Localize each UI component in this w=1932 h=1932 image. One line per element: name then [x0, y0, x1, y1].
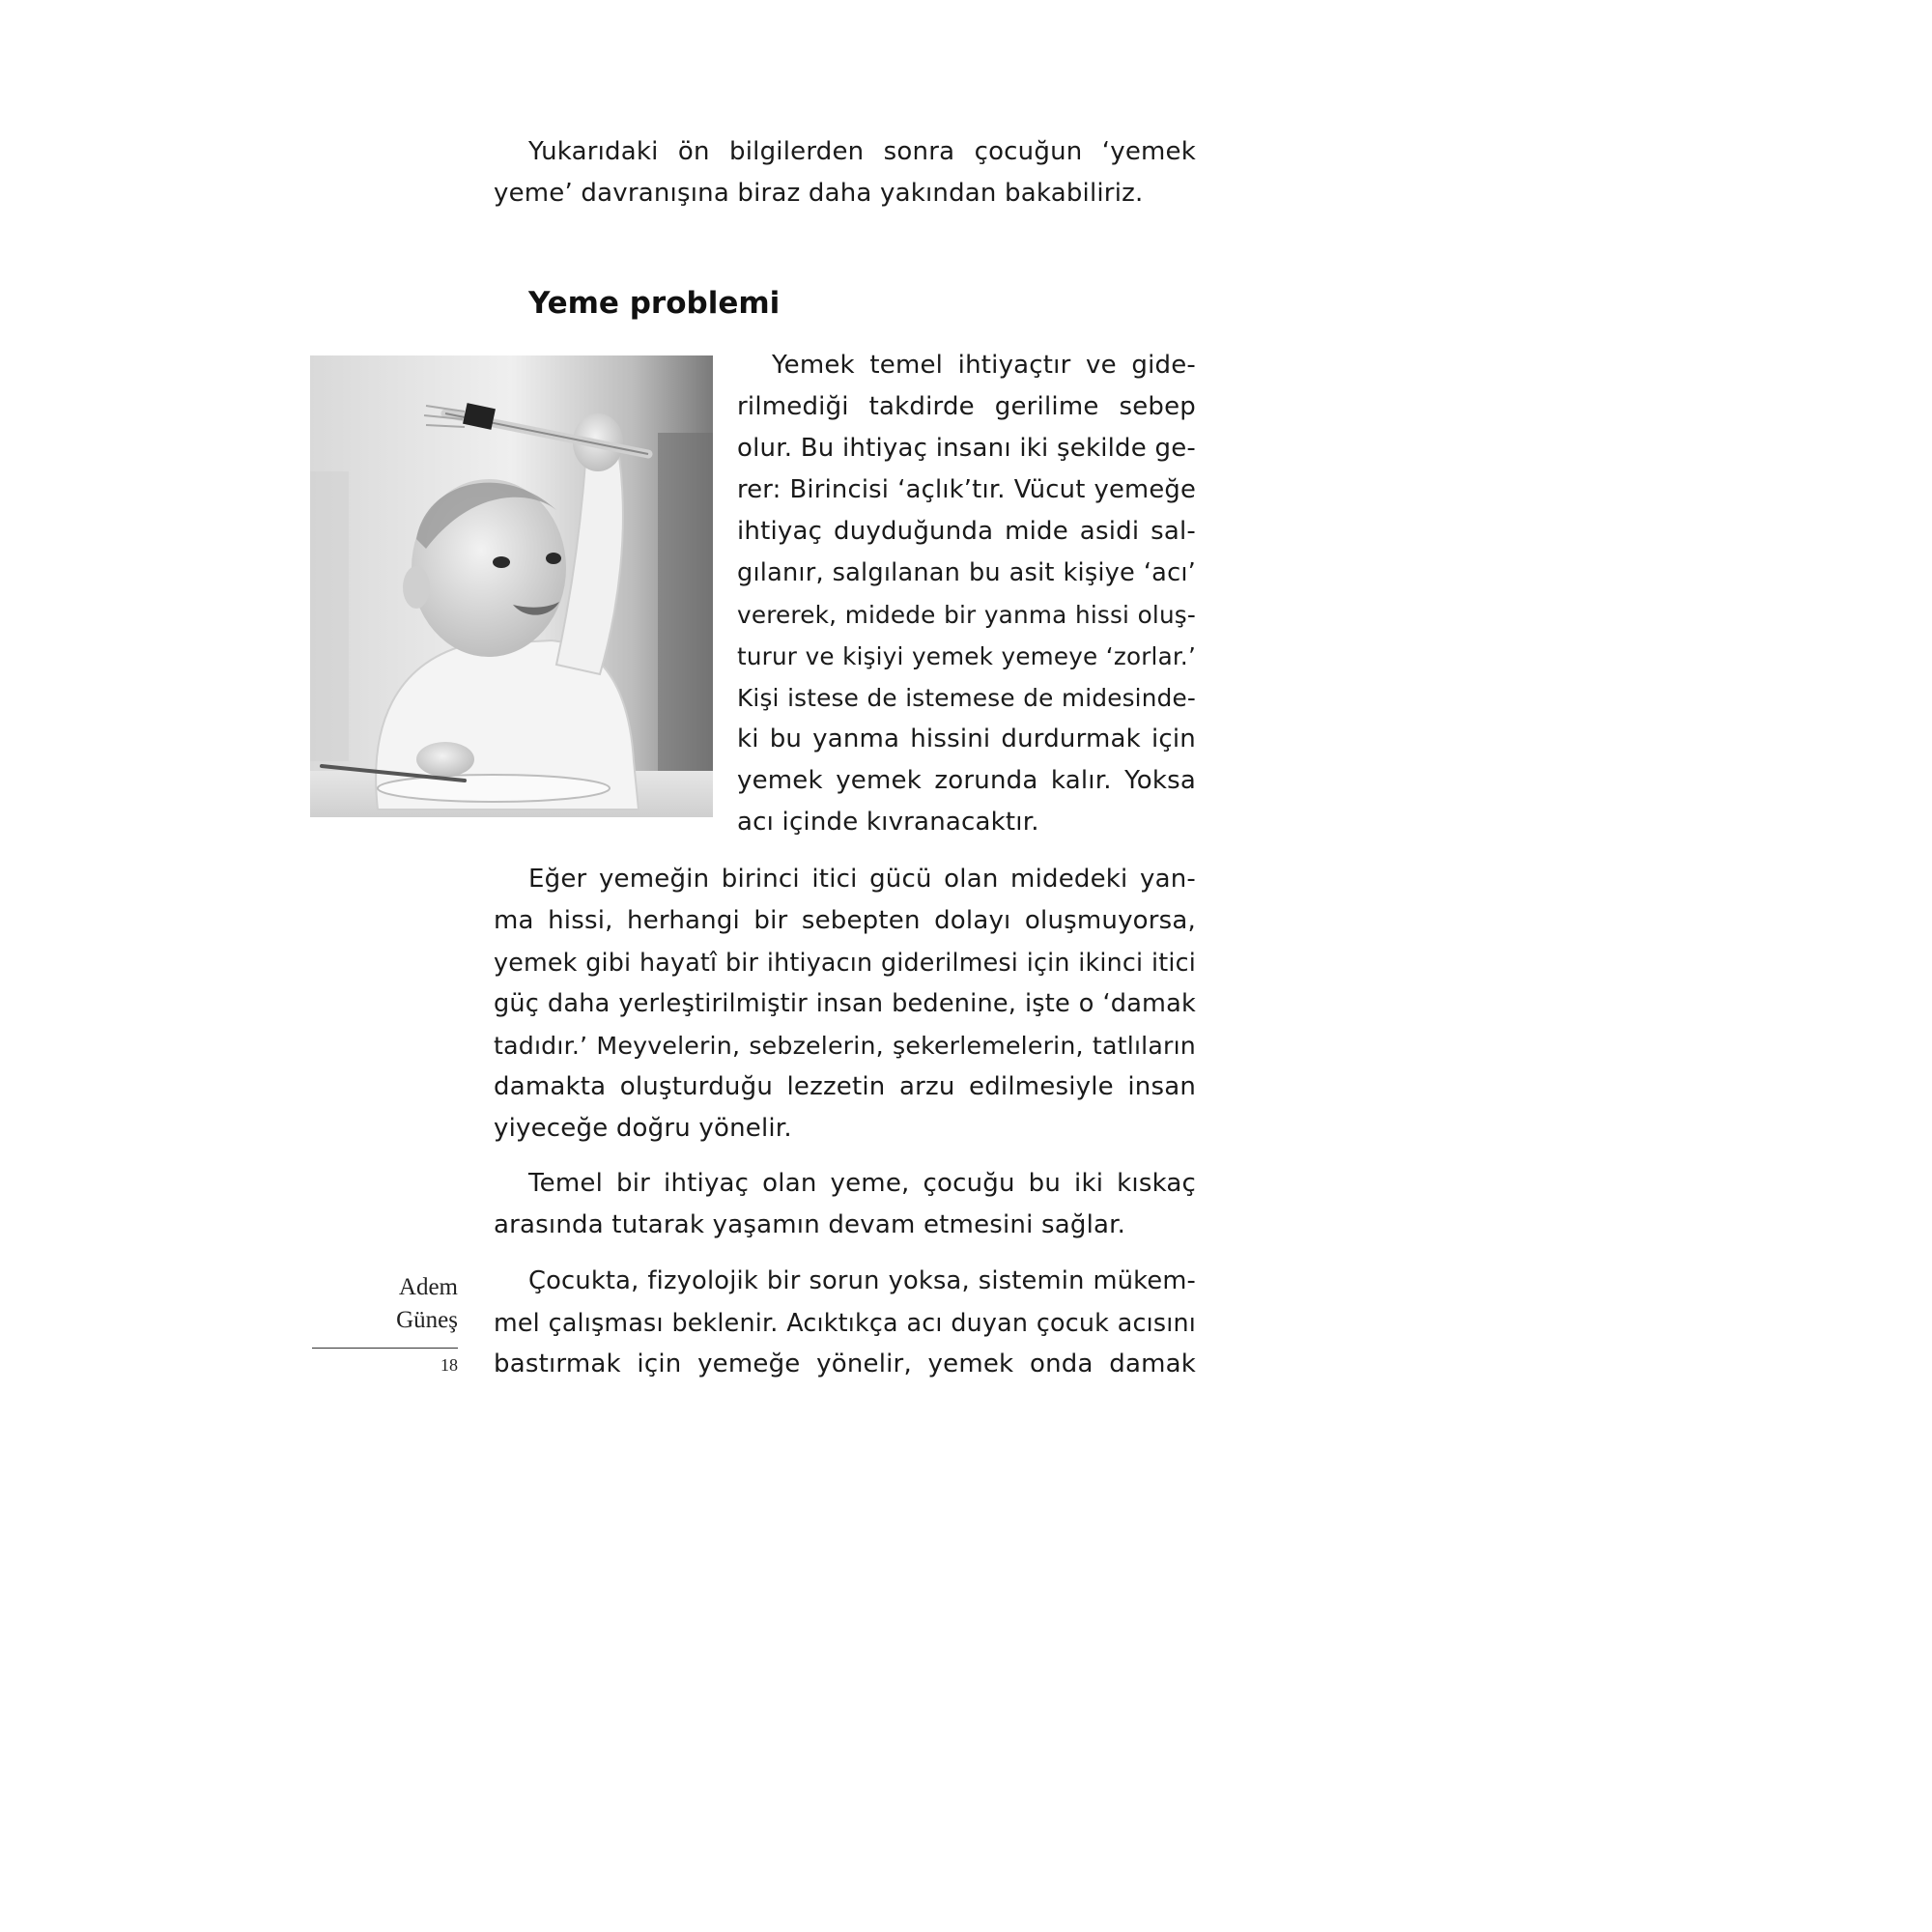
text-line: vererek, midede bir yanma hissi oluş- — [737, 601, 1196, 629]
text-line: arasında tutarak yaşamın devam etmesini sağlar. — [494, 1210, 1126, 1239]
text-line: rilmediği takdirde gerilime sebep — [737, 392, 1196, 421]
text-line: yeme’ davranışına biraz daha yakından bakabiliriz. — [494, 179, 1144, 208]
author-first-name: Adem — [398, 1274, 458, 1300]
baby-photo — [310, 355, 713, 817]
paragraph-4 — [494, 1261, 1196, 1385]
text-line: yemek gibi hayatî bir ihtiyacın giderilmesi için ikinci itici — [494, 948, 1196, 977]
text-line: Temel bir ihtiyaç olan yeme, çocuğu bu iki kıskaç — [528, 1169, 1196, 1198]
text-line: yiyeceğe doğru yönelir. — [494, 1114, 792, 1143]
text-line: turur ve kişiyi yemek yemeye ‘zorlar.’ — [737, 642, 1196, 670]
text-line: damakta oluşturduğu lezzetin arzu edilmesiyle insan — [494, 1072, 1196, 1101]
text-line: rer: Birincisi ‘açlık’tır. Vücut yemeğe — [737, 475, 1196, 504]
text-line: olur. Bu ihtiyaç insanı iki şekilde ge- — [737, 434, 1196, 463]
text-line: ki bu yanma hissini durdurmak için — [737, 724, 1196, 753]
text-line: ma hissi, herhangi bir sebepten dolayı oluşmuyorsa, — [494, 906, 1196, 935]
author-last-name: Güneş — [396, 1307, 458, 1333]
footer-divider — [312, 1348, 458, 1349]
text-line: gılanır, salgılanan bu asit kişiye ‘acı’ — [737, 558, 1196, 587]
intro-paragraph — [494, 131, 1196, 214]
text-line: Çocukta, fizyolojik bir sorun yoksa, sistemin mükem- — [528, 1266, 1196, 1295]
text-line: yemek yemek zorunda kalır. Yoksa — [737, 766, 1196, 795]
text-line: tadıdır.’ Meyvelerin, sebzelerin, şekerlemelerin, tatlıların — [494, 1032, 1196, 1060]
text-line: Eğer yemeğin birinci itici gücü olan midedeki yan- — [528, 865, 1196, 894]
text-line: bastırmak için yemeğe yönelir, yemek onda damak — [494, 1350, 1196, 1378]
text-line: ihtiyaç duyduğunda mide asidi sal- — [737, 517, 1196, 546]
author-name — [319, 1271, 458, 1337]
text-line: Kişi istese de istemese de midesinde- — [737, 684, 1196, 712]
text-line: güç daha yerleştirilmiştir insan bedenine, işte o ‘damak — [494, 989, 1196, 1018]
text-line: mel çalışması beklenir. Acıktıkça acı duyan çocuk acısını — [494, 1308, 1196, 1337]
baby-with-fork-image — [310, 355, 713, 817]
section-heading: Yeme problemi — [528, 286, 781, 321]
paragraph-2 — [494, 859, 1196, 1150]
text-line: acı içinde kıvranacaktır. — [737, 808, 1039, 837]
wrap-paragraph — [737, 345, 1196, 843]
text-line: Yemek temel ihtiyaçtır ve gide- — [772, 351, 1196, 380]
page-number: 18 — [440, 1355, 458, 1375]
text-line: Yukarıdaki ön bilgilerden sonra çocuğun ‘yemek — [528, 137, 1196, 166]
paragraph-3 — [494, 1163, 1196, 1246]
